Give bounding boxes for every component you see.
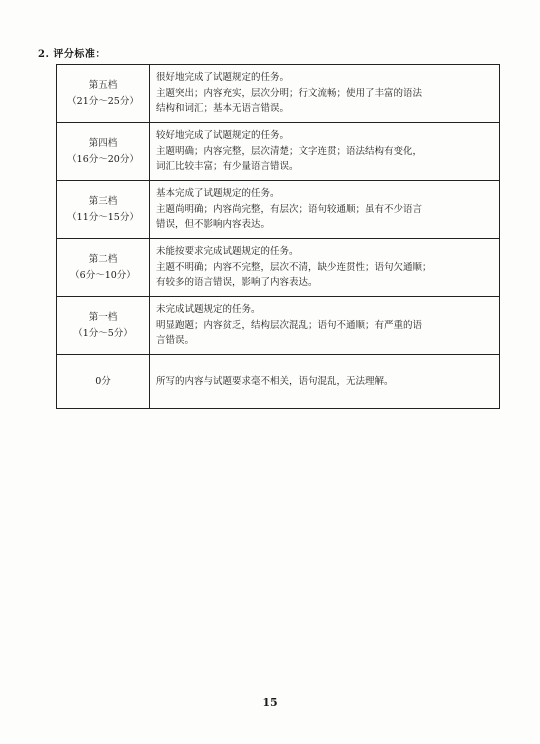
description-line: 明显跑题；内容贫乏，结构层次混乱；语句不通顺；有严重的语: [156, 319, 423, 331]
level-name: 第五档: [88, 80, 118, 91]
description-cell: [150, 65, 500, 123]
description-line: 主题尚明确；内容尚完整，有层次；语句较通顺；虽有不少语言: [156, 203, 423, 215]
description-line: 主题明确；内容完整，层次清楚；文字连贯；语法结构有变化，: [156, 145, 423, 157]
level-cell: [57, 355, 150, 409]
level-cell: [57, 181, 150, 239]
level-cell: [57, 297, 150, 355]
score-range: （1分～5分）: [73, 327, 133, 339]
rubric-row-level-2: [57, 239, 500, 297]
score-range: （11分～15分）: [67, 211, 139, 223]
description-line: 有较多的语言错误，影响了内容表达。: [156, 277, 318, 289]
description-line: 主题突出；内容充实，层次分明；行文流畅；使用了丰富的语法: [156, 87, 423, 99]
level-name: 第四档: [88, 138, 118, 149]
description-line: 结构和词汇；基本无语言错误。: [156, 103, 290, 115]
level-name: 第三档: [88, 196, 118, 207]
description-line: 所写的内容与试题要求毫不相关，语句混乱，无法理解。: [156, 375, 394, 387]
description-line: 词汇比较丰富；有少量语言错误。: [156, 161, 299, 173]
description-line: 较好地完成了试题规定的任务。: [156, 130, 290, 142]
rubric-row-level-5: [57, 65, 500, 123]
description-cell: [150, 297, 500, 355]
level-name: 0分: [95, 375, 111, 387]
description-cell: [150, 181, 500, 239]
description-line: 错误，但不影响内容表达。: [156, 219, 271, 231]
page-number: 15: [262, 696, 278, 709]
level-cell: [57, 123, 150, 181]
rubric-row-level-4: [57, 123, 500, 181]
description-cell: [150, 355, 500, 409]
level-name: 第一档: [88, 312, 118, 323]
description-line: 未能按要求完成试题规定的任务。: [156, 246, 299, 258]
section-heading: 2. 评分标准：: [38, 49, 106, 60]
rubric-row-level-1: [57, 297, 500, 355]
level-cell: [57, 65, 150, 123]
description-line: 主题不明确；内容不完整，层次不清，缺少连贯性；语句欠通顺；: [156, 261, 432, 273]
description-cell: [150, 239, 500, 297]
description-line: 未完成试题规定的任务。: [156, 304, 261, 316]
description-cell: [150, 123, 500, 181]
rubric-row-level-3: [57, 181, 500, 239]
description-line: 很好地完成了试题规定的任务。: [156, 72, 290, 84]
level-cell: [57, 239, 150, 297]
score-range: （21分～25分）: [67, 95, 139, 107]
level-name: 第二档: [88, 254, 118, 265]
rubric-row-level-0: [57, 355, 500, 409]
score-range: （6分～10分）: [70, 269, 136, 281]
description-line: 言错误。: [156, 335, 195, 347]
description-line: 基本完成了试题规定的任务。: [156, 188, 280, 200]
scoring-rubric-table: [56, 64, 500, 409]
score-range: （16分～20分）: [67, 153, 139, 165]
